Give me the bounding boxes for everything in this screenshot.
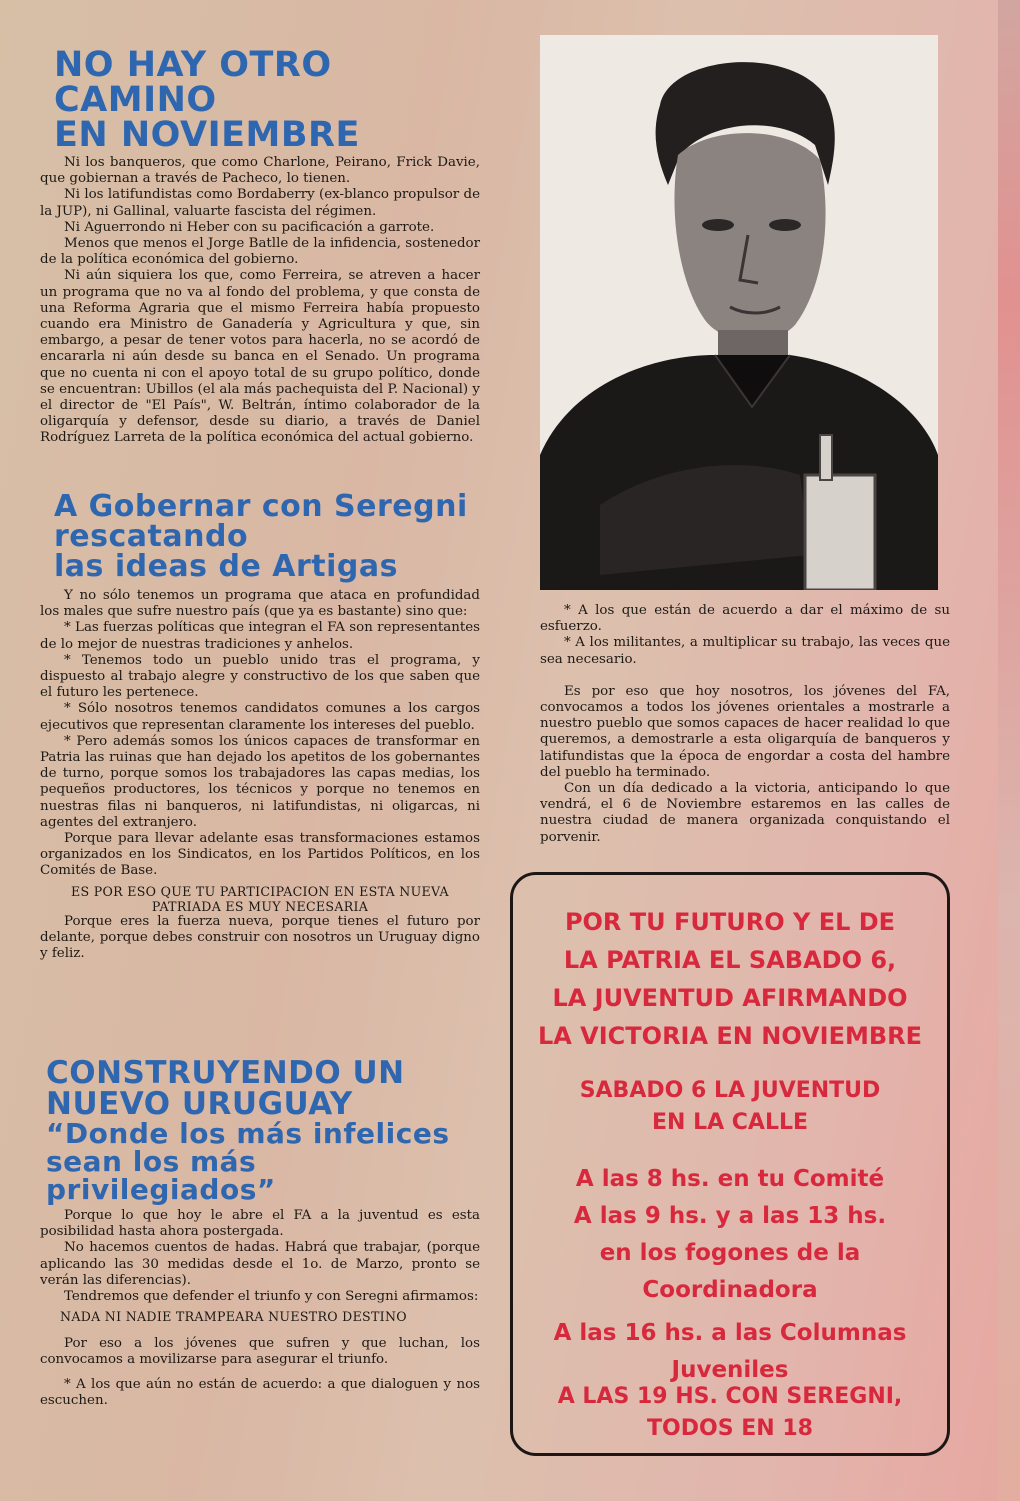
portrait-drawing xyxy=(540,35,938,590)
box-sub-line: EN LA CALLE xyxy=(651,1110,809,1135)
paragraph: Ni Aguerrondo ni Heber con su pacificación a garrote. xyxy=(64,219,435,235)
paragraph: Porque para llevar adelante esas transformaciones estamos organizados en los Sindicatos, en los Partidos Políticos, en los Comités de Base. xyxy=(40,831,480,879)
paragraph: Es por eso que hoy nosotros, los jóvenes del FA, convocamos a todos los jóvenes orientales a mostrarle a nuestro pueblo que somos capaces de hacer realidad lo que queremos, a demostrarle a esta oligarquía de banqueros y latifundistas que la época de engordar a costa del hambre del pueblo ha terminado. xyxy=(540,683,950,780)
box-final xyxy=(513,1381,947,1445)
schedule-line: en los fogones de la xyxy=(599,1240,861,1266)
subtitle-1: “Donde los más infelices xyxy=(46,1117,450,1150)
headline-2: EN NOVIEMBRE xyxy=(54,115,360,155)
box-headline-line: LA JUVENTUD AFIRMANDO xyxy=(552,984,908,1012)
paragraph: Ni los latifundistas como Bordaberry (ex-blanco propulsor de la JUP), ni Gallinal, valuarte fascista del régimen. xyxy=(40,187,480,219)
bullet: * A los militantes, a multiplicar su trabajo, las veces que sea necesario. xyxy=(540,635,950,667)
schedule-line: A las 16 hs. a las Columnas xyxy=(553,1320,907,1346)
box-headline xyxy=(513,903,947,1055)
event-box xyxy=(510,872,950,1456)
subtitle-2: sean los más privilegiados” xyxy=(46,1145,276,1206)
paper-edge xyxy=(998,0,1020,1501)
paragraph: Porque lo que hoy le abre el FA a la juventud es esta posibilidad hasta ahora postergada. xyxy=(40,1208,480,1240)
headline-gobernar-2: rescatando xyxy=(54,519,249,554)
section-a-gobernar xyxy=(40,489,480,962)
box-headline-line: LA PATRIA EL SABADO 6, xyxy=(563,946,897,974)
box-sub-line: SABADO 6 LA JUVENTUD xyxy=(579,1078,881,1103)
headline-gobernar-3: las ideas de Artigas xyxy=(54,549,398,584)
schedule-line: A las 9 hs. y a las 13 hs. xyxy=(573,1203,887,1229)
paragraph: No hacemos cuentos de hadas. Habrá que trabajar, (porque aplicando las 30 medidas desde el 1o. de Marzo, pronto se verán las diferencias). xyxy=(40,1240,480,1288)
headline-construyendo-1: CONSTRUYENDO UN xyxy=(46,1055,405,1091)
right-text xyxy=(540,603,950,846)
paragraph: Porque eres la fuerza nueva, porque tienes el futuro por delante, porque debes construir con nosotros un Uruguay digno y feliz. xyxy=(40,913,480,962)
box-sub xyxy=(513,1075,947,1139)
paragraph: Tendremos que defender el triunfo y con Seregni afirmamos: xyxy=(64,1289,479,1305)
schedule-line: Coordinadora xyxy=(642,1277,818,1303)
paragraph: Ni los banqueros, que como Charlone, Peirano, Frick Davie, que gobiernan a través de Pacheco, lo tienen. xyxy=(40,155,480,187)
paragraph: Con un día dedicado a la victoria, anticipando lo que vendrá, el 6 de Noviembre estaremos en las calles de nuestra ciudad de manera organizada conquistando el porvenir. xyxy=(540,781,950,845)
bullet: * Tenemos todo un pueblo unido tras el programa, y dispuesto al trabajo alegre y constructivo de los que saben que el futuro les pertenece. xyxy=(40,652,480,701)
final-line: TODOS EN 18 xyxy=(647,1416,813,1441)
box-headline-line: POR TU FUTURO Y EL DE xyxy=(564,908,896,936)
bullet: * A los que aún no están de acuerdo: a que dialoguen y nos escuchen. xyxy=(40,1376,480,1408)
bullet: * Pero además somos los únicos capaces de transformar en Patria las ruinas que han dejado los apetitos de los gobernantes de turno, porque somos los trabajadores las capas medias, los pequeños productores, los técnicos y porque no tenemos en nuestras filas ni banqueros, ni latifundistas, ni oligarcas, ni agentes del extranjero. xyxy=(40,733,480,830)
final-line: A LAS 19 HS. CON SEREGNI, xyxy=(557,1384,903,1409)
box-headline-line: LA VICTORIA EN NOVIEMBRE xyxy=(537,1022,923,1050)
schedule-line: Juveniles xyxy=(671,1357,789,1383)
caps-statement: ES POR ESO QUE TU PARTICIPACION EN ESTA NUEVA PATRIADA ES MUY NECESARIA xyxy=(71,883,449,914)
headline-1: NO HAY OTRO CAMINO xyxy=(54,45,332,120)
bullet: * Las fuerzas políticas que integran el FA son representantes de lo mejor de nuestras tradiciones y anhelos. xyxy=(40,620,480,652)
bullet: * Sólo nosotros tenemos candidatos comunes a los cargos ejecutivos que representan claramente los intereses del pueblo. xyxy=(40,701,480,733)
headline-construyendo-2: NUEVO URUGUAY xyxy=(46,1086,353,1122)
paragraph: Y no sólo tenemos un programa que ataca en profundidad los males que sufre nuestro país (que ya es bastante) sino que: xyxy=(40,588,480,620)
section-no-hay-otro-camino xyxy=(40,45,480,447)
section-construyendo xyxy=(40,1055,480,1409)
caps-statement-2: NADA NI NADIE TRAMPEARA NUESTRO DESTINO xyxy=(60,1309,407,1325)
portrait-photo xyxy=(540,35,938,590)
paragraph: Ni aún siquiera los que, como Ferreira, se atreven a hacer un programa que no va al fondo del problema, y que consta de una Reforma Agraria que el mismo Ferreira había propuesto cuando era Ministro de Ganadería y Agricultura y que, sin embargo, a pesar de tener votos para hacerla, no se acordó de encararla ni aún desde su banca en el Senado. Un programa que no cuenta ni con el apoyo total de su grupo político, donde se encuentran: Ubillos (el ala más pachequista del P. Nacional) y el director de "El País", W. Beltrán, íntimo colaborador de la oligarquía y defensor, desde su diario, a través de Daniel Rodríguez Larreta de la política económica del actual gobierno. xyxy=(40,268,480,446)
bullet: * A los que están de acuerdo a dar el máximo de su esfuerzo. xyxy=(540,603,950,635)
schedule-line: A las 8 hs. en tu Comité xyxy=(575,1166,885,1192)
paragraph: Por eso a los jóvenes que sufren y que luchan, los convocamos a movilizarse para asegurar el triunfo. xyxy=(40,1336,480,1368)
paragraph: Menos que menos el Jorge Batlle de la infidencia, sostenedor de la política económica del gobierno. xyxy=(40,236,480,268)
box-schedule xyxy=(513,1161,947,1389)
headline-gobernar-1: A Gobernar con Seregni xyxy=(54,489,468,524)
